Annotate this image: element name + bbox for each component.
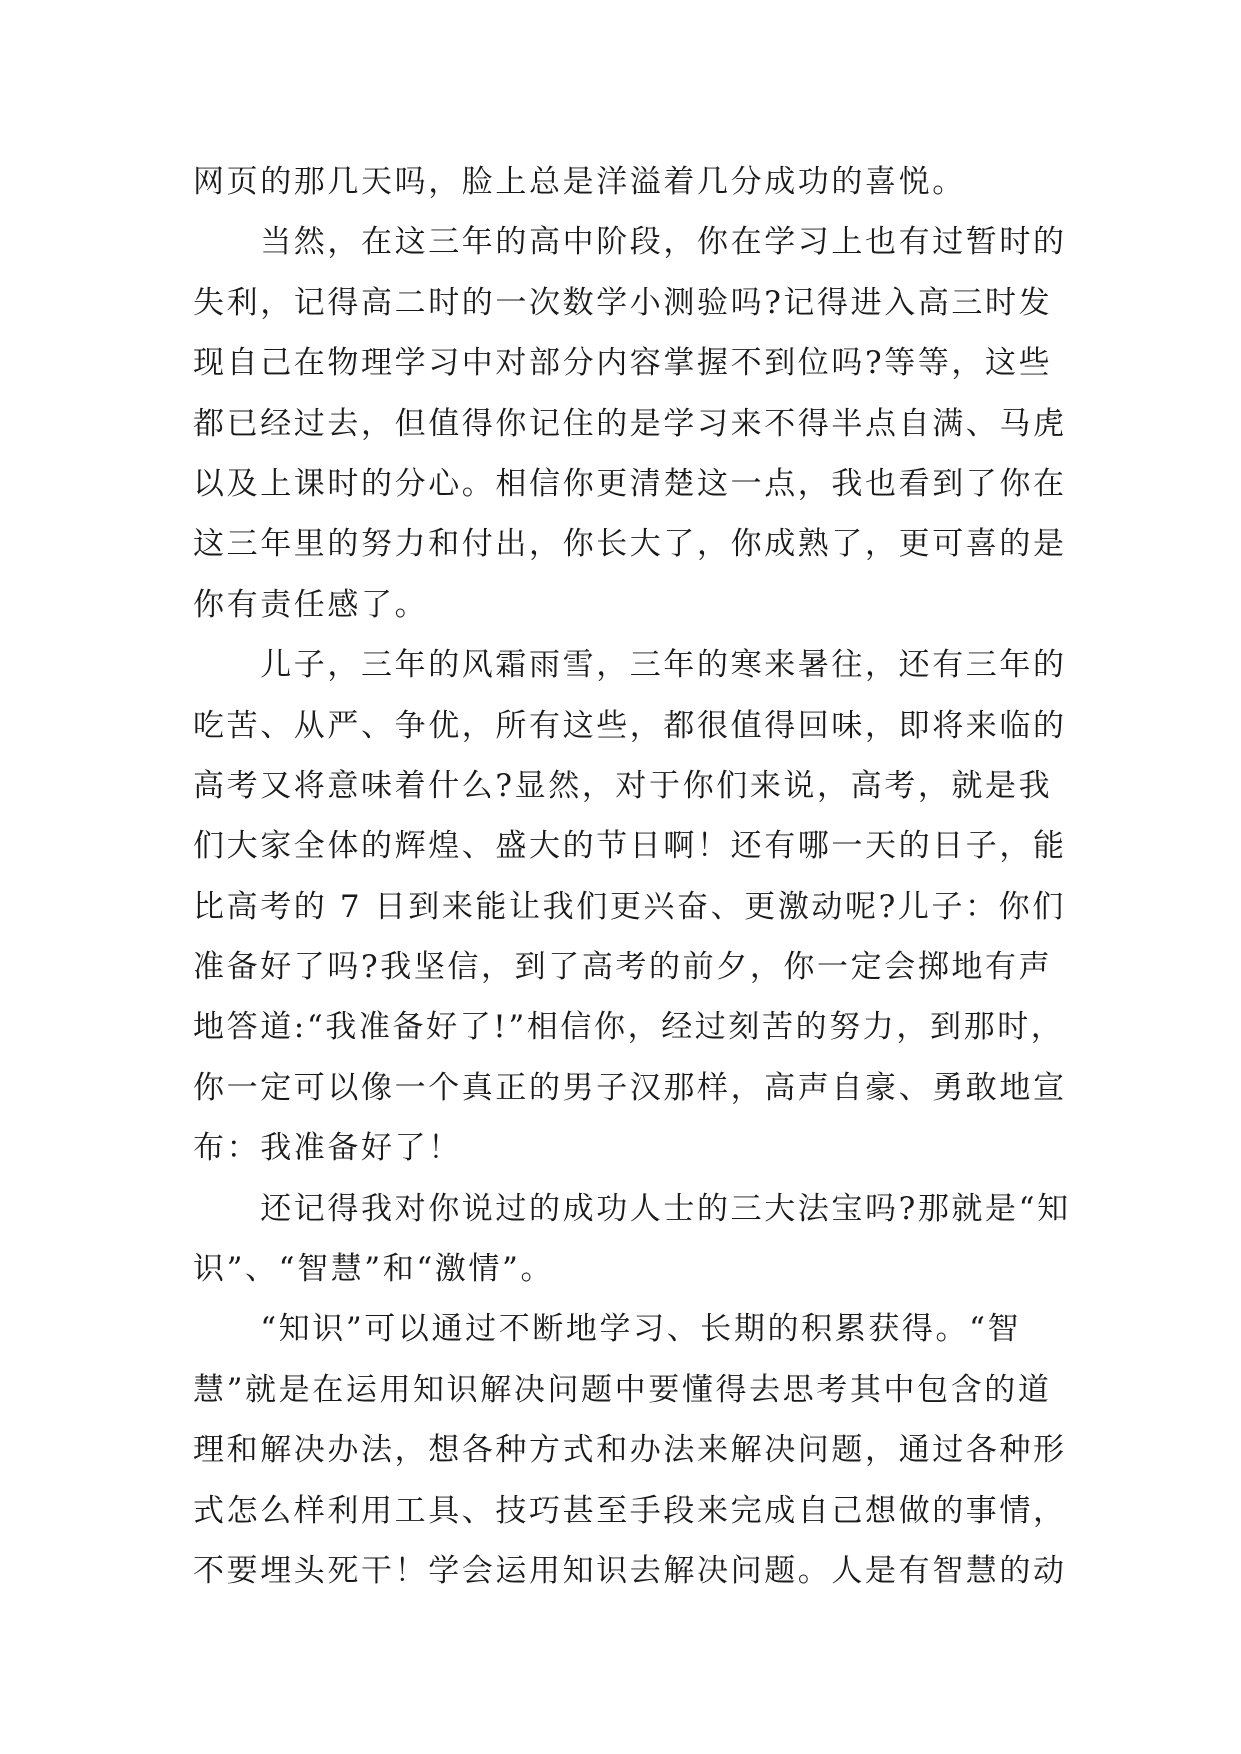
text-line: 理和解决办法，想各种方式和办法来解决问题，通过各种形 (193, 1432, 1067, 1469)
text-line: 网页的那几天吗，脸上总是洋溢着几分成功的喜悦。 (193, 164, 966, 200)
paragraph-study-setbacks (193, 212, 1067, 635)
text-line: 高考又将意味着什么?显然，对于你们来说，高考，就是我 (193, 767, 1053, 804)
text-line: 当然，在这三年的高中阶段，你在学习上也有过暂时的 (193, 224, 1067, 261)
text-line: 慧”就是在运用知识解决问题中要懂得去思考其中包含的道 (193, 1371, 1052, 1408)
text-line: 失利，记得高二时的一次数学小测验吗?记得进入高三时发 (193, 284, 1053, 321)
document-body (193, 152, 1071, 1601)
text-line: 你有责任感了。 (193, 586, 429, 623)
text-line: 吃苦、从严、争优，所有这些，都很值得回味，即将来临的 (193, 707, 1067, 744)
text-line: 们大家全体的辉煌、盛大的节日啊！还有哪一天的日子，能 (193, 828, 1067, 865)
text-line: “知识”可以通过不断地学习、长期的积累获得。“智 (193, 1311, 1022, 1348)
paragraph-knowledge-wisdom (193, 1299, 1067, 1601)
text-line: 都已经过去，但值得你记住的是学习来不得半点自满、马虎 (193, 405, 1067, 442)
text-line: 以及上课时的分心。相信你更清楚这一点，我也看到了你在 (193, 465, 1067, 502)
text-line: 布：我准备好了！ (193, 1130, 462, 1167)
text-line: 地答道:“我准备好了!”相信你，经过刻苦的努力，到那时， (193, 1009, 1065, 1046)
text-line: 这三年里的努力和付出，你长大了，你成熟了，更可喜的是 (193, 526, 1067, 563)
text-line: 你一定可以像一个真正的男子汉那样，高声自豪、勇敢地宣 (193, 1069, 1067, 1106)
text-line: 儿子，三年的风霜雨雪，三年的寒来暑往，还有三年的 (193, 647, 1067, 684)
text-line: 现自己在物理学习中对部分内容掌握不到位吗?等等，这些 (193, 345, 1053, 382)
text-line: 准备好了吗?我坚信，到了高考的前夕，你一定会掷地有声 (193, 949, 1053, 986)
text-line: 式怎么样利用工具、技巧甚至手段来完成自己想做的事情， (193, 1492, 1067, 1529)
text-line: 不要埋头死干！学会运用知识去解决问题。人是有智慧的动 (193, 1552, 1067, 1589)
text-line: 还记得我对你说过的成功人士的三大法宝吗?那就是“知 (193, 1190, 1071, 1227)
paragraph-continuation (193, 152, 1053, 212)
paragraph-three-treasures (193, 1179, 1071, 1300)
paragraph-gaokao (193, 635, 1067, 1179)
text-line: 比高考的 7 日到来能让我们更兴奋、更激动呢?儿子：你们 (193, 888, 1066, 925)
text-line: 识”、“智慧”和“激情”。 (193, 1251, 555, 1288)
